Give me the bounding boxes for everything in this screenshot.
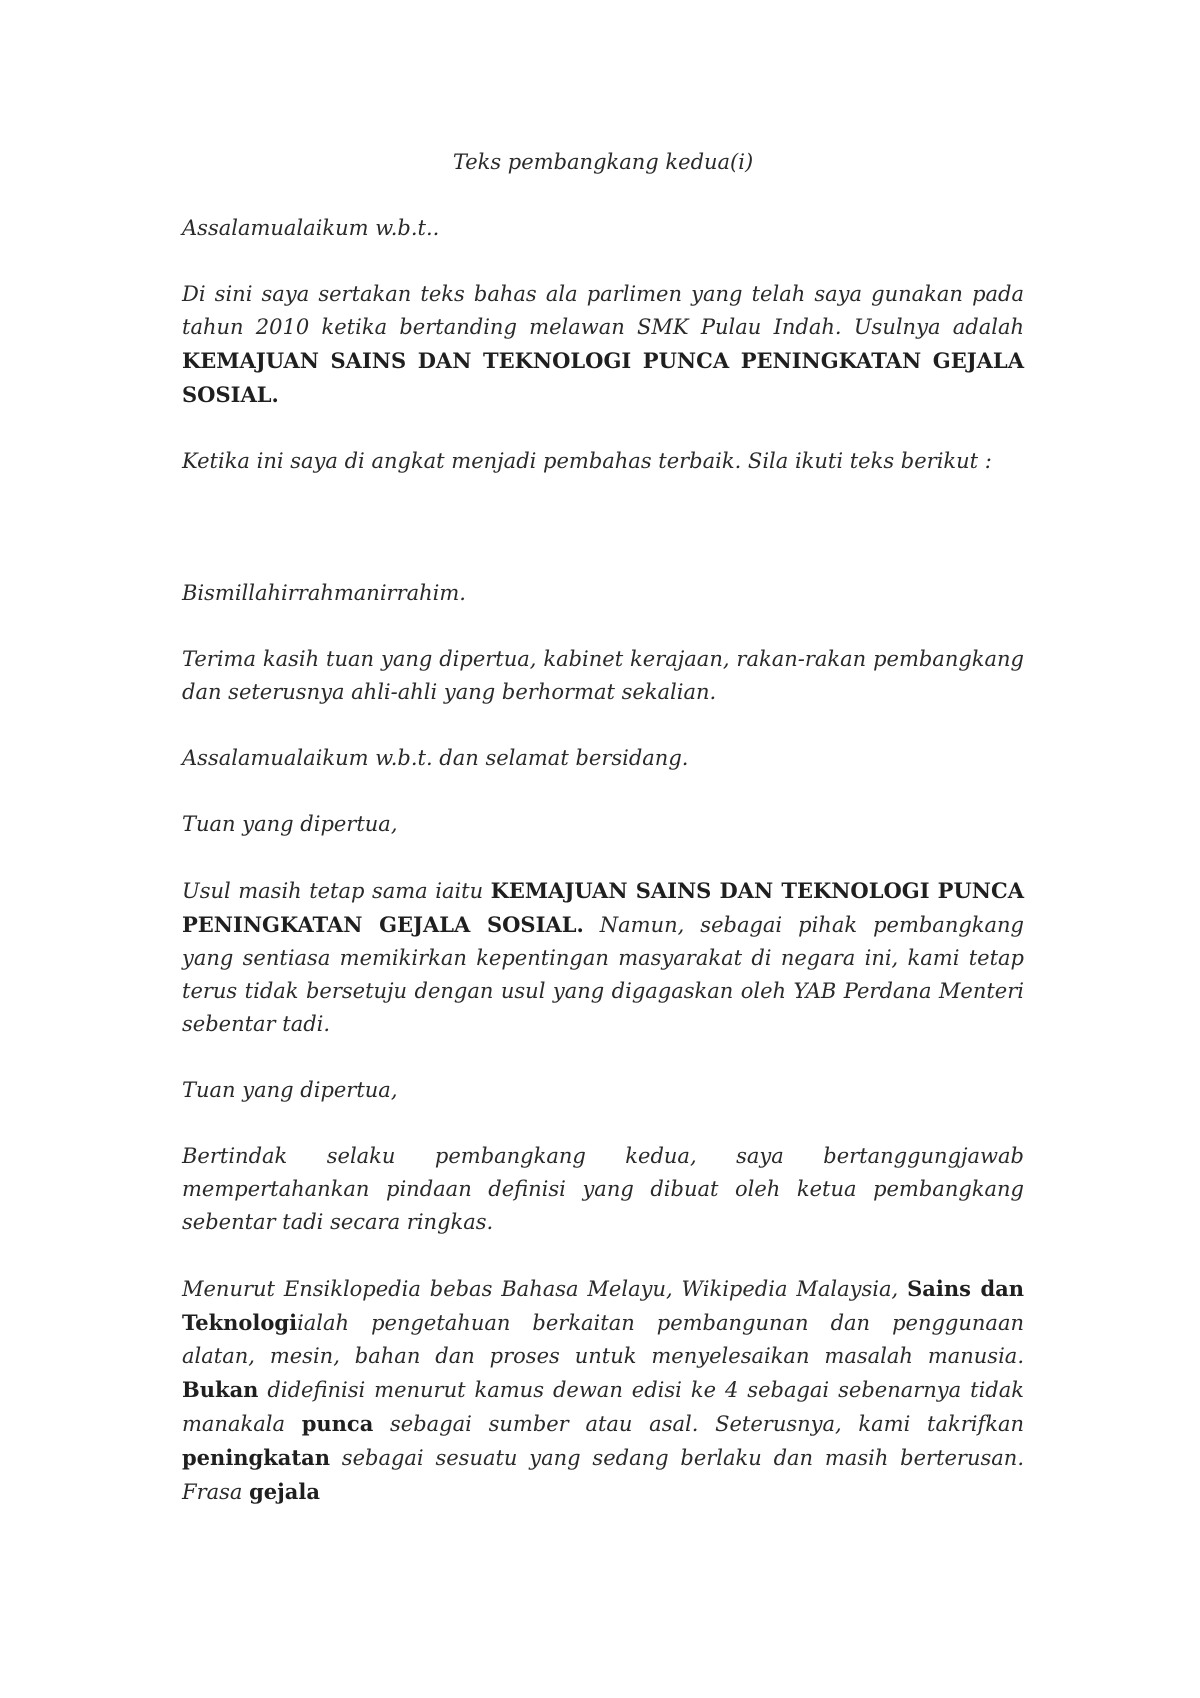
thanks-paragraph: Terima kasih tuan yang dipertua, kabinet kerajaan, rakan-rakan pembangkang dan seterusnya ahli-ahli yang berhormat sekalian. [182,647,1024,704]
definition-text-1: Menurut Ensiklopedia bebas Bahasa Melayu, Wikipedia Malaysia, [182,1277,908,1301]
salam-paragraph: Assalamualaikum w.b.t. dan selamat bersidang. [182,746,689,770]
bismillah-paragraph: Bismillahirrahmanirrahim. [182,581,466,605]
usul-motion-bold: KEMAJUAN SAINS DAN TEKNOLOGI PUNCA PENINGKATAN GEJALA SOSIAL. [182,878,1024,937]
document-body [182,146,1024,1542]
note-paragraph: Ketika ini saya di angkat menjadi pembahas terbaik. Sila ikuti teks berikut : [182,449,992,473]
definition-text-5: sebagai sesuatu yang sedang berlaku dan masih berterusan. Frasa [182,1446,1024,1504]
definition-bold-peningkatan: peningkatan [182,1445,330,1470]
usul-text-1: Usul masih tetap sama iaitu [182,879,491,903]
intro-motion-bold: KEMAJUAN SAINS DAN TEKNOLOGI PUNCA PENINGKATAN GEJALA SOSIAL. [182,348,1024,407]
definition-text-2: ialah pengetahuan berkaitan pembangunan dan penggunaan alatan, mesin, bahan dan proses untuk menyelesaikan masalah manusia. [182,1311,1024,1368]
definition-text-3: didefinisi menurut kamus dewan edisi ke 4 sebagai sebenarnya tidak manakala [182,1378,1024,1436]
greeting-paragraph: Assalamualaikum w.b.t.. [182,216,440,240]
intro-paragraph [182,278,1024,412]
address-paragraph-1: Tuan yang dipertua, [182,812,398,836]
definition-bold-punca: punca [301,1411,374,1436]
usul-text-2: Namun, sebagai pihak pembangkang yang sentiasa memikirkan kepentingan masyarakat di negara ini, kami tetap terus tidak bersetuju dengan usul yang digagaskan oleh YAB Perdana Menteri sebentar tadi. [182,913,1024,1036]
address-paragraph-2: Tuan yang dipertua, [182,1078,398,1102]
blank-gap [182,511,1024,577]
intro-text: Di sini saya sertakan teks bahas ala parlimen yang telah saya gunakan pada tahun 2010 ketika bertanding melawan SMK Pulau Indah. Usulnya adalah [182,282,1024,339]
definition-bold-sains: Sains dan Teknologi [182,1276,1025,1335]
definition-text-4: sebagai sumber atau asal. Seterusnya, kami takrifkan [373,1412,1024,1436]
definition-bold-bukan: Bukan [182,1377,259,1402]
usul-paragraph [182,874,1024,1041]
definition-bold-gejala: gejala [249,1479,320,1504]
role-paragraph: Bertindak selaku pembangkang kedua, saya bertanggungjawab mempertahankan pindaan definisi yang dibuat oleh ketua pembangkang sebentar tadi secara ringkas. [182,1144,1024,1234]
document-title: Teks pembangkang kedua(i) [452,150,754,174]
definition-paragraph [182,1272,1024,1509]
